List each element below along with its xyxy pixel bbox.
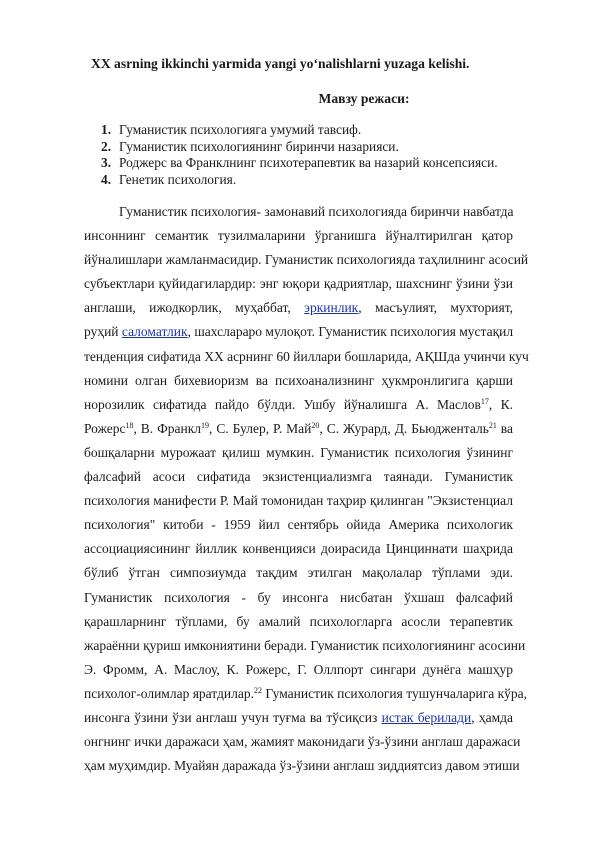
text-run: руҳий xyxy=(84,324,122,340)
text-run: тенденция сифатида XX асрнинг 60 йиллари бошларида, АҚШда учинчи куч xyxy=(84,348,529,364)
text-line xyxy=(84,513,513,537)
text-run: норозилик сифатида пайдо бўлди. Ушбу йўналишга А. Маслов xyxy=(84,396,481,412)
text-line xyxy=(84,369,513,393)
text-line xyxy=(84,393,513,417)
hyperlink[interactable]: эркинлик xyxy=(304,300,359,316)
text-run: ва xyxy=(496,420,513,436)
plan-item xyxy=(101,139,498,156)
plan-item xyxy=(101,155,498,172)
text-run: , К. xyxy=(488,396,513,412)
text-line xyxy=(84,610,513,634)
text-run: Гуманистик психология тушунчаларига кўра, xyxy=(261,685,528,701)
plan-item-text: Генетик психология. xyxy=(119,171,237,187)
footnote-ref[interactable]: 22 xyxy=(253,685,262,695)
text-run: йўналишлари жамланмасидир. Гуманистик психологияда таҳлилнинг асосий xyxy=(84,252,529,268)
plan-item xyxy=(101,122,498,139)
text-line xyxy=(84,200,513,224)
text-run: психология манифести Р. Май томонидан таҳрир қилинган "Экзистенциал xyxy=(84,493,513,509)
text-run: англаши, ижодкорлик, муҳаббат, xyxy=(84,300,305,316)
text-run: психология" китоби - 1959 йил сентябрь ойида Америка психологик xyxy=(84,517,513,533)
text-line xyxy=(84,296,513,320)
text-run: , масъулият, мухторият, xyxy=(358,300,513,316)
text-run: қарашларнинг тўплами, бу амалий психологларга асосли терапевтик xyxy=(84,613,513,629)
text-line xyxy=(84,682,528,706)
text-run: онгнинг ички даражаси ҳам, жамият маконидаги ўз-ўзини англаш даражаси xyxy=(84,734,521,750)
text-run: , С. Булер, Р. Май xyxy=(209,420,312,436)
plan-item-text: Гуманистик психологияга умумий тавсиф. xyxy=(119,122,362,137)
text-run: бўлиб ўтган симпозиумда тақдим этилган мақолалар тўплами эди. xyxy=(84,565,513,581)
text-run: жараённи қуриш имкониятини беради. Гуманистик психологиянинг асосини xyxy=(84,637,526,653)
plan-item-number: 2. xyxy=(101,138,112,154)
text-run: субъектлари қуйидагилардир: энг юқори қадриятлар, шахснинг ўзини ўзи xyxy=(84,276,513,292)
text-line xyxy=(84,272,513,296)
body-paragraph xyxy=(84,200,529,778)
plan-list xyxy=(101,122,498,188)
text-run: номини олган бихевиоризм ва психоанализнинг ҳукмронлигига қарши xyxy=(84,372,513,388)
text-run: инсоннинг семантик тузилмаларини ўрганишга йўналтирилган қатор xyxy=(84,228,513,244)
text-run: инсонга ўзини ўзи англаш учун туғма ва тўсиқсиз xyxy=(84,709,382,725)
text-run: фалсафий асоси сифатида экзистенциализмга таянади. Гуманистик xyxy=(84,469,513,485)
text-line xyxy=(84,320,513,344)
text-line xyxy=(84,730,521,754)
plan-item-number: 3. xyxy=(101,155,112,170)
text-line xyxy=(84,634,526,658)
text-run: бошқаларни мурожаат қилиш мумкин. Гуманистик психология ўзининг xyxy=(84,444,513,460)
text-line xyxy=(84,224,513,248)
text-run: Гуманистик психология - бу инсонга нисбатан ўхшаш фалсафий xyxy=(84,589,513,605)
plan-title: Мавзу режаси: xyxy=(318,91,410,106)
footnote-ref[interactable]: 19 xyxy=(201,420,210,430)
text-run: Рожерс xyxy=(84,420,126,436)
footnote-ref[interactable]: 17 xyxy=(480,396,489,406)
text-run: Гуманистик психология- замонавий психологияда биринчи навбатда xyxy=(119,204,514,219)
text-run: ҳам муҳимдир. Муайян даражада ўз-ўзини англаш зиддиятсиз давом этиши xyxy=(84,758,520,774)
text-line xyxy=(84,658,513,682)
text-line xyxy=(84,465,513,489)
text-run: , ҳамда xyxy=(471,709,513,725)
text-run: ассоциациясининг йиллик конвенцияси доирасида Цинциннати шаҳрида xyxy=(84,541,513,557)
plan-item-text: Гуманистик психологиянинг биринчи назарияси. xyxy=(119,138,399,154)
text-line xyxy=(84,345,529,369)
text-run: , С. Журард, Д. Бьюдженталь xyxy=(319,420,489,436)
footnote-ref[interactable]: 21 xyxy=(488,420,497,430)
text-line xyxy=(84,417,513,441)
text-line xyxy=(84,754,520,778)
plan-item-text: Роджерс ва Франклнинг психотерапевтик ва назарий консепсияси. xyxy=(119,155,498,170)
text-run: , шахслараро мулоқот. Гуманистик психология мустақил xyxy=(187,324,514,340)
hyperlink[interactable]: саломатлик xyxy=(121,324,188,340)
text-run: Э. Фромм, А. Маслоу, К. Рожерс, Г. Оллпорт сингари дунёга машҳур xyxy=(84,661,513,677)
footnote-ref[interactable]: 18 xyxy=(125,420,134,430)
text-line xyxy=(84,489,513,513)
text-line xyxy=(84,248,529,272)
text-run: , В. Франкл xyxy=(133,420,202,436)
plan-item-number: 1. xyxy=(101,122,112,137)
plan-item-number: 4. xyxy=(101,171,112,187)
text-line xyxy=(84,586,513,610)
text-line xyxy=(84,537,513,561)
hyperlink[interactable]: истак берилади xyxy=(381,709,472,725)
text-line xyxy=(84,706,513,730)
document-heading: XX asrning ikkinchi yarmida yangi yo‘nalishlarni yuzaga kelishi. xyxy=(91,56,470,71)
plan-item xyxy=(101,172,498,189)
text-line xyxy=(84,561,513,585)
text-run: психолог-олимлар яратдилар. xyxy=(84,685,254,701)
footnote-ref[interactable]: 20 xyxy=(311,420,320,430)
text-line xyxy=(84,441,513,465)
